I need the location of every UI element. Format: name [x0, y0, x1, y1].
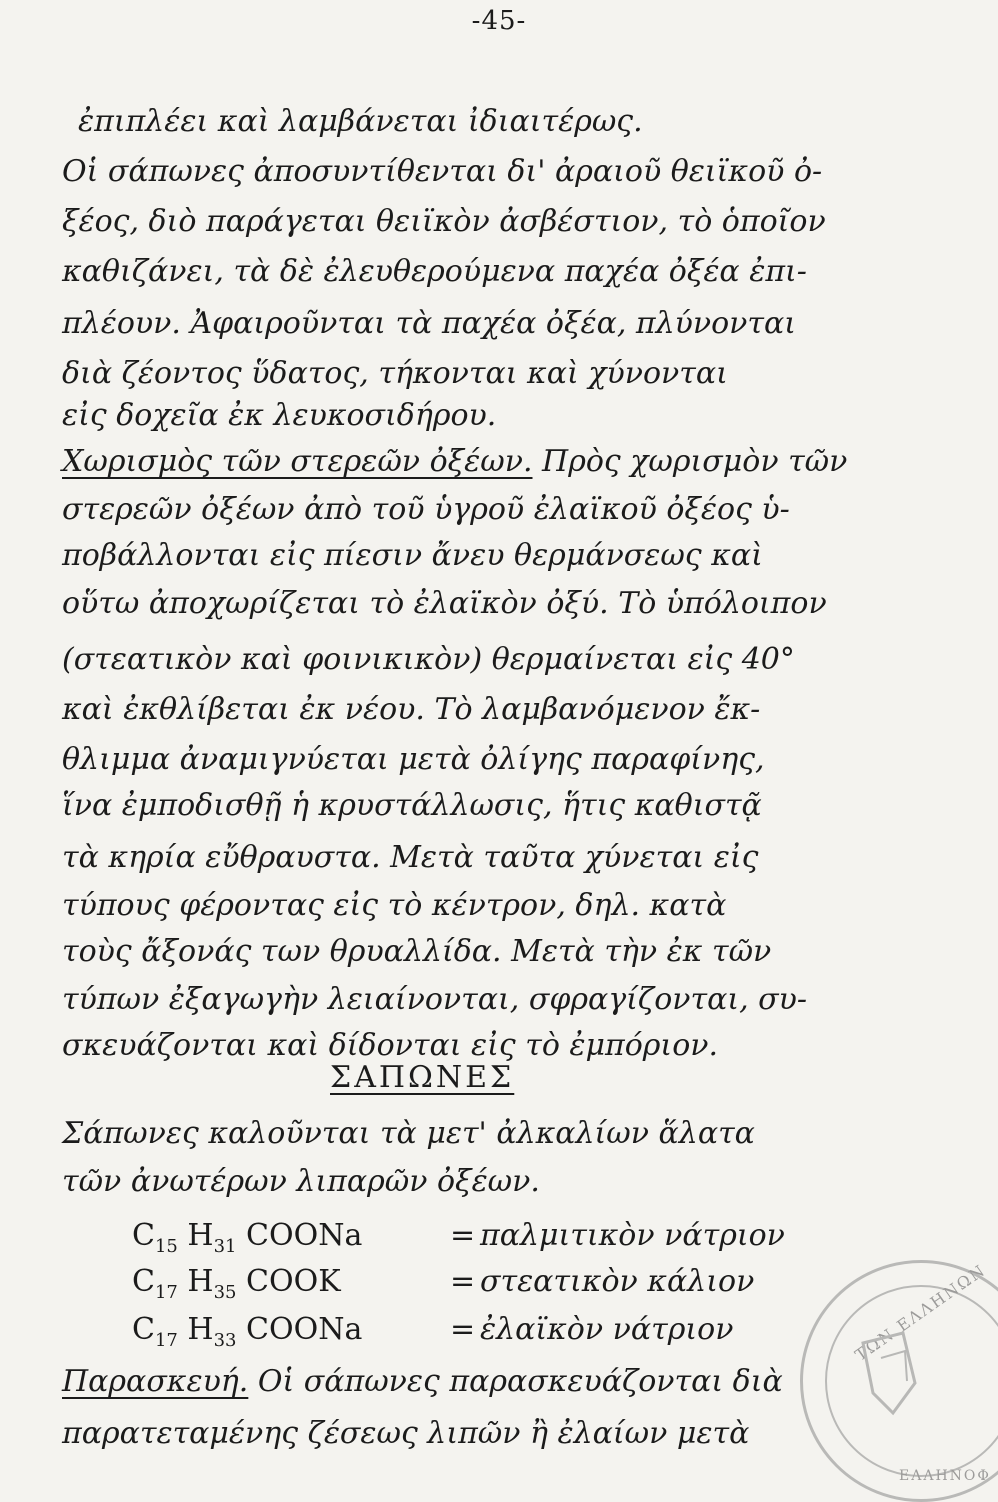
section-title-separation: Χωρισμὸς τῶν στερεῶν ὀξέων. [62, 444, 533, 479]
text-line: εἰς δοχεῖα ἐκ λευκοσιδήρου. [62, 398, 497, 433]
text-line: (στεατικὸν καὶ φοινικικὸν) θερμαίνεται εἰς 40° [62, 642, 795, 677]
text-line: θλιμμα ἀναμιγνύεται μετὰ ὀλίγης παραφίνης, [62, 742, 765, 777]
stamp-text-bottom: ΕΛΛΗΝΟΦ [899, 1468, 991, 1484]
formula-row [132, 1256, 832, 1308]
text-line: διὰ ζέοντος ὕδατος, τήκονται καὶ χύνονται [62, 356, 728, 391]
formula-row [132, 1304, 832, 1356]
section-title-preparation: Παρασκευή. [62, 1364, 249, 1399]
text-line: Σάπωνες καλοῦνται τὰ μετ' ἀλκαλίων ἅλατα [62, 1116, 755, 1151]
text-line: ἵνα ἐμποδισθῇ ἡ κρυστάλλωσις, ἥτις καθιστᾷ [62, 788, 762, 823]
text-line: ποβάλλονται εἰς πίεσιν ἄνευ θερμάνσεως καὶ [62, 538, 763, 573]
text-line: ἐπιπλέει καὶ λαμβάνεται ἰδιαιτέρως. [78, 104, 643, 139]
formula-name: ἐλαϊκὸν νάτριον [480, 1312, 734, 1347]
text-line: Οἱ σάπωνες ἀποσυντίθενται δι' ἀραιοῦ θειϊκοῦ ὀ- [62, 154, 823, 189]
text-line: τῶν ἀνωτέρων λιπαρῶν ὀξέων. [62, 1164, 540, 1199]
text-line: πλέουν. Ἀφαιροῦνται τὰ παχέα ὀξέα, πλύνονται [62, 306, 797, 341]
text-line: ξέος, διὸ παράγεται θειϊκὸν ἀσβέστιον, τὸ ὁποῖον [62, 204, 826, 239]
text-line: καὶ ἐκθλίβεται ἐκ νέου. Τὸ λαμβανόμενον ἔκ- [62, 692, 761, 727]
text-line: οὕτω ἀποχωρίζεται τὸ ἐλαϊκὸν ὀξύ. Τὸ ὑπόλοιπον [62, 586, 827, 621]
equals-sign: = [450, 1218, 476, 1253]
formula-lhs: $C_{17}$ $H_{35}$ COOK [132, 1264, 341, 1303]
equals-sign: = [450, 1312, 476, 1347]
text-line: παρατεταμένης ζέσεως λιπῶν ἢ ἐλαίων μετὰ [62, 1416, 750, 1451]
formula-row [132, 1210, 832, 1262]
section-text: Πρὸς χωρισμὸν τῶν [532, 444, 848, 479]
stamp-text: ΤΩΝ ΕΛΛΗΝΩΝ [851, 1260, 990, 1365]
library-stamp [800, 1260, 998, 1502]
text-line: τοὺς ἄξονάς των θρυαλλίδα. Μετὰ τὴν ἐκ τῶν [62, 934, 772, 969]
text-line: τύπων ἐξαγωγὴν λειαίνονται, σφραγίζονται, συ- [62, 982, 808, 1017]
page-number: -45- [471, 6, 527, 36]
formula-name: στεατικὸν κάλιον [480, 1264, 755, 1299]
heading-soaps: ΣΑΠΩΝΕΣ [330, 1060, 515, 1095]
torch-emblem-icon [803, 1263, 998, 1493]
formula-name: παλμιτικὸν νάτριον [480, 1218, 785, 1253]
section-line [62, 436, 942, 488]
equals-sign: = [450, 1264, 476, 1299]
formula-lhs: $C_{17}$ $H_{33}$ COONa [132, 1312, 363, 1351]
formula-lhs: $C_{15}$ $H_{31}$ COONa [132, 1218, 363, 1257]
text-line: τὰ κηρία εὔθραυστα. Μετὰ ταῦτα χύνεται εἰς [62, 840, 759, 875]
text-line: σκευάζονται καὶ δίδονται εἰς τὸ ἐμπόριον. [62, 1028, 719, 1063]
text-line: τύπους φέροντας εἰς τὸ κέντρον, δηλ. κατὰ [62, 888, 727, 923]
text-line: καθιζάνει, τὰ δὲ ἐλευθερούμενα παχέα ὀξέα ἐπι- [62, 254, 807, 289]
section-text: Οἱ σάπωνες παρασκευάζονται διὰ [248, 1364, 783, 1399]
text-line: στερεῶν ὀξέων ἀπὸ τοῦ ὑγροῦ ἐλαϊκοῦ ὀξέος ὑ- [62, 492, 790, 527]
